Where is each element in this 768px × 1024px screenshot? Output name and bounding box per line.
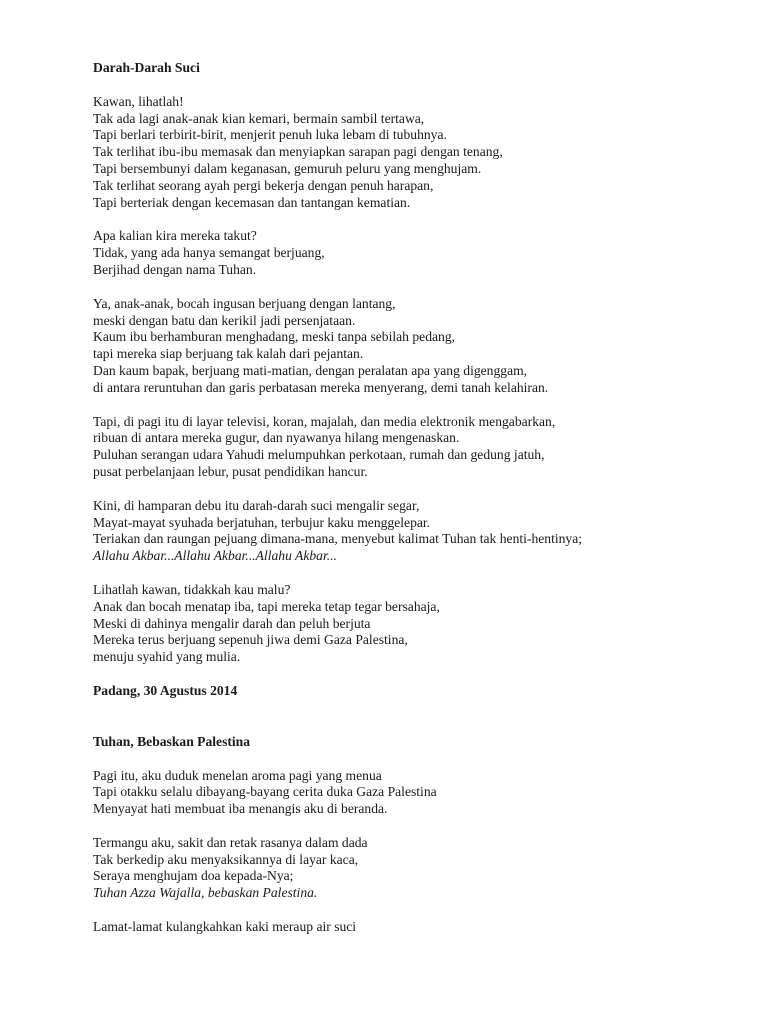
stanza: [93, 582, 733, 666]
poem-line: Tapi berlari terbirit-birit, menjerit penuh luka lebam di tubuhnya.: [93, 127, 447, 143]
poem-line: ribuan di antara mereka gugur, dan nyawanya hilang mengenaskan.: [93, 430, 460, 446]
poem-tuhan-bebaskan-palestina: [93, 734, 733, 936]
poem-line: Dan kaum bapak, berjuang mati-matian, dengan peralatan apa yang digenggam,: [93, 362, 528, 378]
poem-line-italic: Tuhan Azza Wajalla, bebaskan Palestina.: [93, 885, 318, 901]
poem-line: Termangu aku, sakit dan retak rasanya dalam dada: [93, 834, 368, 850]
poem-line: tapi mereka siap berjuang tak kalah dari pejantan.: [93, 346, 364, 362]
poem-line: Tak berkedip aku menyaksikannya di layar kaca,: [93, 851, 359, 867]
stanza: [93, 94, 733, 212]
poem-line: Pagi itu, aku duduk menelan aroma pagi yang menua: [93, 767, 382, 783]
poem-line: Tapi berteriak dengan kecemasan dan tantangan kematian.: [93, 194, 411, 210]
poem-line: meski dengan batu dan kerikil jadi persenjataan.: [93, 312, 356, 328]
poem-line: Kaum ibu berhamburan menghadang, meski tanpa sebilah pedang,: [93, 329, 456, 345]
poem-darah-darah-suci: [93, 60, 733, 700]
poem-title: Tuhan, Bebaskan Palestina: [93, 733, 251, 749]
poem-line: Mereka terus berjuang sepenuh jiwa demi Gaza Palestina,: [93, 632, 408, 648]
stanza: [93, 296, 733, 397]
poem-line: di antara reruntuhan dan garis perbatasan mereka menyerang, demi tanah kelahiran.: [93, 379, 549, 395]
poem-line: Menyayat hati membuat iba menangis aku di beranda.: [93, 801, 388, 817]
poem-line: Mayat-mayat syuhada berjatuhan, terbujur kaku menggelepar.: [93, 514, 431, 530]
poem-line: Apa kalian kira mereka takut?: [93, 228, 257, 244]
poem-line: Berjihad dengan nama Tuhan.: [93, 261, 257, 277]
place-date: Padang, 30 Agustus 2014: [93, 682, 238, 698]
poem-line: menuju syahid yang mulia.: [93, 649, 241, 665]
poem-line: Tak terlihat ibu-ibu memasak dan menyiapkan sarapan pagi dengan tenang,: [93, 144, 503, 160]
stanza: [93, 414, 733, 481]
document-body: [93, 60, 733, 936]
stanza: [93, 498, 733, 565]
poem-line: Lamat-lamat kulangkahkan kaki meraup air suci: [93, 919, 357, 935]
poem-line: Tak terlihat seorang ayah pergi bekerja dengan penuh harapan,: [93, 177, 434, 193]
stanza: [93, 228, 733, 278]
poem-line: Puluhan serangan udara Yahudi melumpuhkan perkotaan, rumah dan gedung jatuh,: [93, 447, 545, 463]
poem-line: Tapi otakku selalu dibayang-bayang cerita duka Gaza Palestina: [93, 784, 437, 800]
poem-line: Meski di dahinya mengalir darah dan peluh berjuta: [93, 615, 371, 631]
poem-line: Tapi, di pagi itu di layar televisi, koran, majalah, dan media elektronik mengabarkan,: [93, 413, 556, 429]
poem-line: pusat perbelanjaan lebur, pusat pendidikan hancur.: [93, 463, 368, 479]
poem-title: Darah-Darah Suci: [93, 60, 200, 75]
poem-line-italic: Allahu Akbar...Allahu Akbar...Allahu Akbar...: [93, 548, 337, 564]
poem-line: Teriakan dan raungan pejuang dimana-mana, menyebut kalimat Tuhan tak henti-hentinya;: [93, 531, 583, 547]
poem-line: Anak dan bocah menatap iba, tapi mereka tetap tegar bersahaja,: [93, 598, 440, 614]
stanza: [93, 768, 733, 818]
poem-line: Kini, di hamparan debu itu darah-darah suci mengalir segar,: [93, 497, 420, 513]
poem-line: Tidak, yang ada hanya semangat berjuang,: [93, 245, 325, 261]
poem-line: Seraya menghujam doa kepada-Nya;: [93, 868, 294, 884]
poem-line: Ya, anak-anak, bocah ingusan berjuang dengan lantang,: [93, 295, 396, 311]
poem-line: Kawan, lihatlah!: [93, 93, 184, 109]
poem-line: Lihatlah kawan, tidakkah kau malu?: [93, 581, 291, 597]
poem-line: Tapi bersembunyi dalam keganasan, gemuruh peluru yang menghujam.: [93, 160, 482, 176]
poem-line: Tak ada lagi anak-anak kian kemari, bermain sambil tertawa,: [93, 110, 425, 126]
stanza: [93, 835, 733, 902]
stanza: [93, 919, 733, 936]
